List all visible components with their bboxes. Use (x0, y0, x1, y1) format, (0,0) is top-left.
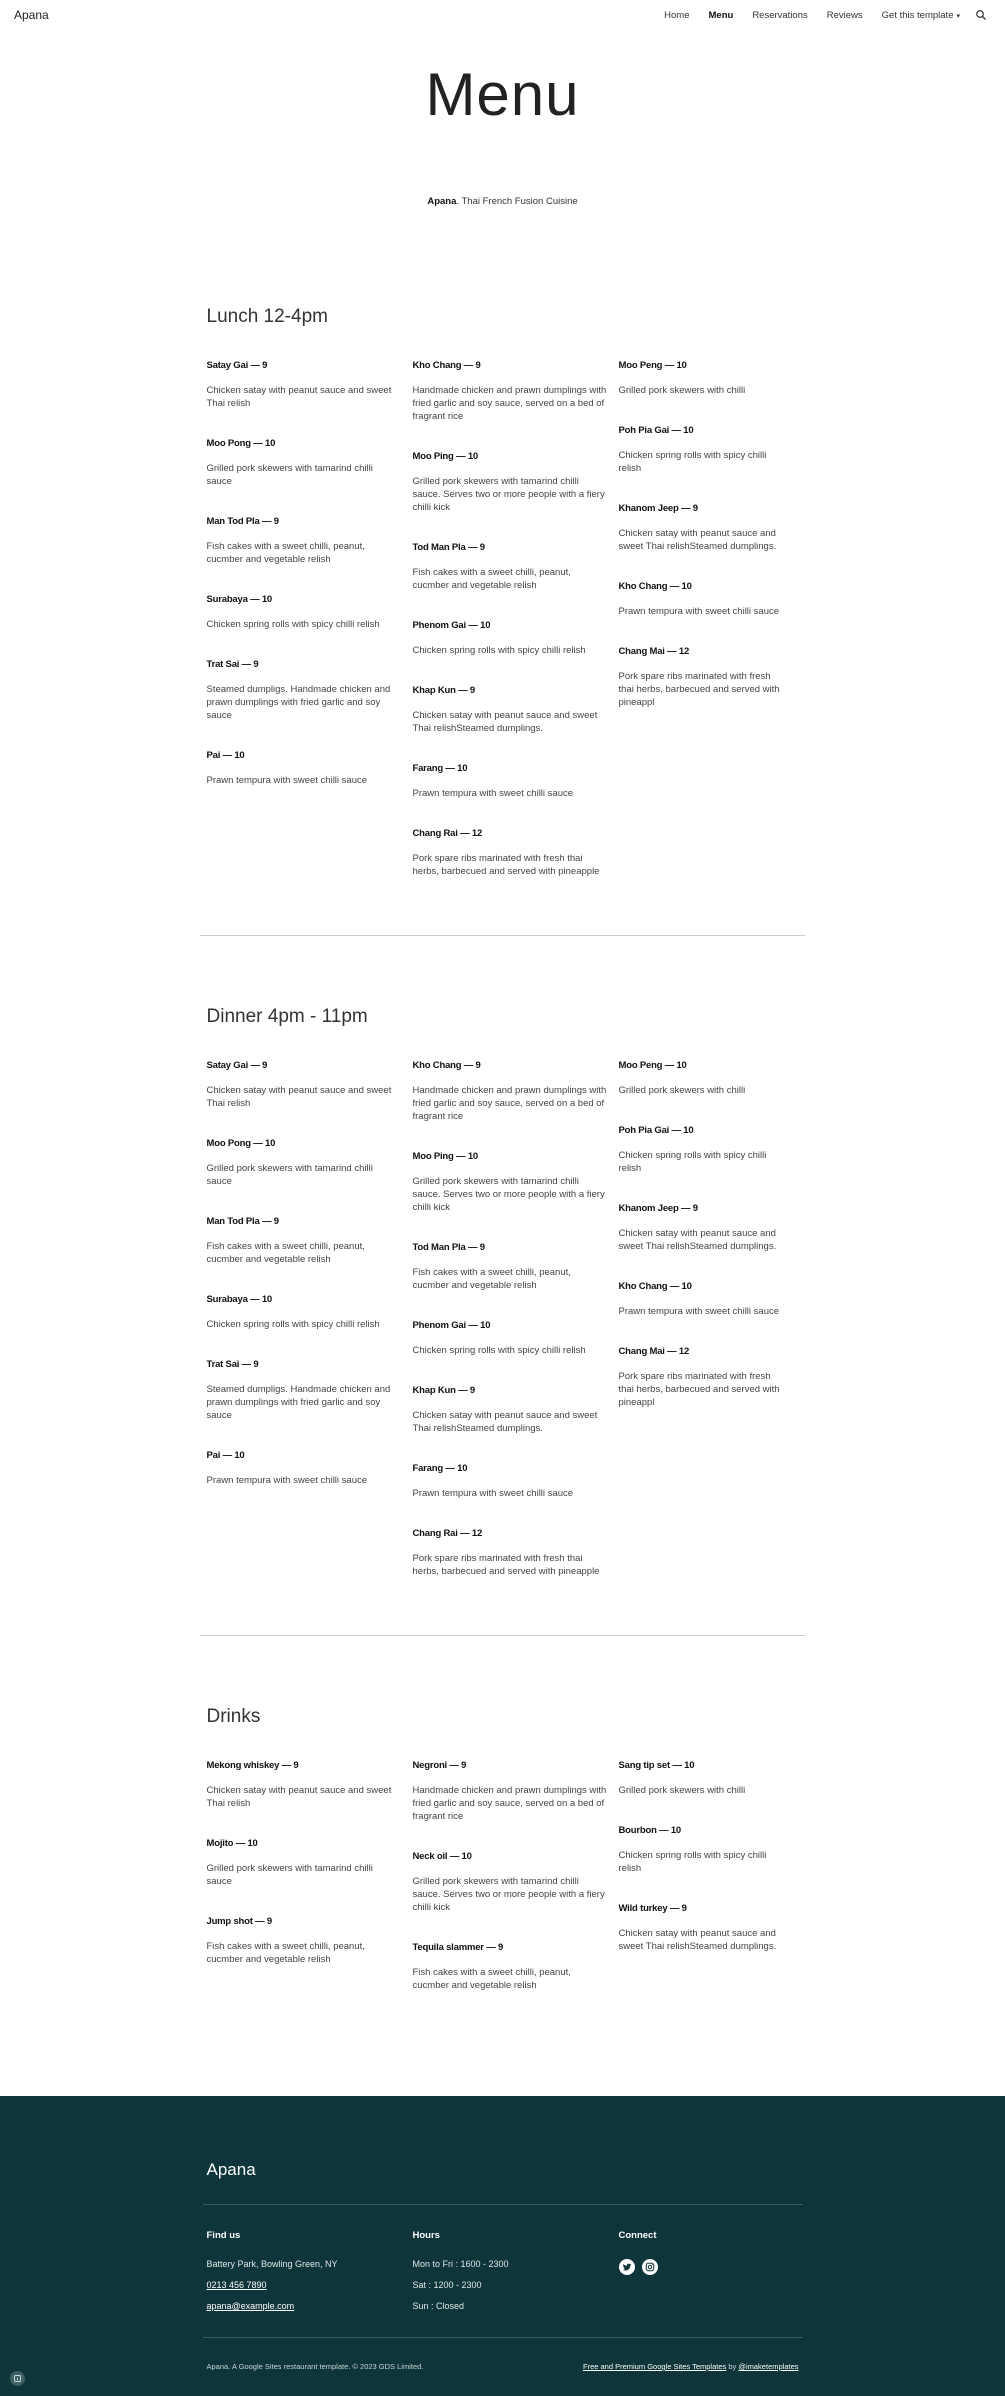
menu-item-description: Steamed dumpligs. Handmade chicken and prawn dumplings with fried garlic and soy sauce (206, 684, 391, 721)
menu-column (207, 1060, 413, 1606)
menu-item-description: Fish cakes with a sweet chilli, peanut, cucmber and vegetable relish (412, 1267, 571, 1291)
menu-item-name: Khanom Jeep — 9 (618, 1203, 698, 1214)
credit-by: by (726, 2362, 739, 2371)
email-link[interactable]: apana@example.com (206, 2301, 295, 2311)
menu-item (413, 828, 619, 878)
menu-item-description: Fish cakes with a sweet chilli, peanut, cucmber and vegetable relish (206, 541, 365, 565)
menu-item-description: Prawn tempura with sweet chilli sauce (206, 1475, 368, 1486)
menu-item-description: Grilled pork skewers with tamarind chilli sauce (206, 463, 373, 487)
menu-item-name: Tequila slammer — 9 (412, 1942, 504, 1953)
menu-item-description: Fish cakes with a sweet chilli, peanut, cucmber and vegetable relish (412, 1967, 571, 1991)
menu-item-description: Chicken satay with peanut sauce and sweet Thai relishSteamed dumplings. (618, 1928, 777, 1952)
menu-item (413, 763, 619, 800)
nav-home[interactable]: Home (664, 9, 690, 21)
menu-item-description: Chicken satay with peanut sauce and sweet Thai relishSteamed dumplings. (412, 1410, 598, 1434)
menu-item-description: Fish cakes with a sweet chilli, peanut, cucmber and vegetable relish (412, 567, 571, 591)
page-title: Menu (425, 61, 580, 128)
menu-item-description: Chicken spring rolls with spicy chilli relish (618, 1850, 767, 1874)
menu-item (207, 360, 413, 410)
menu-item (619, 503, 799, 553)
menu-item-name: Moo Ping — 10 (412, 451, 478, 462)
menu-item-name: Phenom Gai — 10 (412, 620, 491, 631)
menu-item-name: Moo Peng — 10 (618, 360, 687, 371)
menu-item-description: Chicken satay with peanut sauce and sweet Thai relishSteamed dumplings. (618, 1228, 777, 1252)
menu-item (207, 594, 413, 631)
subtitle-brand: Apana (427, 196, 457, 207)
hours-weekday: Mon to Fri : 1600 - 2300 (412, 2259, 509, 2269)
footer-divider (203, 2337, 803, 2338)
menu-item-name: Man Tod Pla — 9 (206, 1216, 279, 1227)
menu-item (413, 360, 619, 423)
menu-item-name: Kho Chang — 9 (412, 360, 481, 371)
menu-item-description: Chicken satay with peanut sauce and sweet Thai relish (206, 1085, 392, 1109)
menu-item-description: Chicken satay with peanut sauce and sweet Thai relish (206, 385, 392, 409)
menu-item (619, 425, 799, 475)
menu-item (619, 581, 799, 618)
menu-item (413, 1320, 619, 1357)
menu-item-name: Trat Sai — 9 (206, 659, 259, 670)
menu-item-name: Pai — 10 (206, 1450, 245, 1461)
menu-item-description: Pork spare ribs marinated with fresh thai herbs, barbecued and served with pineapple (412, 1553, 600, 1577)
connect-column (619, 2230, 665, 2275)
menu-item-description: Grilled pork skewers with tamarind chilli sauce (206, 1863, 373, 1887)
menu-item (619, 1060, 799, 1097)
drinks-section (203, 1706, 803, 1991)
hours-sunday: Sun : Closed (412, 2301, 465, 2311)
menu-item-description: Handmade chicken and prawn dumplings with fried garlic and soy sauce, served on a bed of fragrant rice (412, 1085, 607, 1122)
menu-item-description: Handmade chicken and prawn dumplings with fried garlic and soy sauce, served on a bed of fragrant rice (412, 385, 607, 422)
nav-menu[interactable]: Menu (708, 9, 734, 21)
menu-item-name: Tod Man Pla — 9 (412, 1242, 485, 1253)
credit-handle-link[interactable]: @imaketemplates (738, 2362, 799, 2371)
menu-item-name: Tod Man Pla — 9 (412, 542, 485, 553)
menu-item-description: Chicken satay with peanut sauce and sweet Thai relishSteamed dumplings. (618, 528, 777, 552)
menu-column (207, 360, 413, 906)
menu-item-description: Fish cakes with a sweet chilli, peanut, cucmber and vegetable relish (206, 1941, 365, 1965)
menu-item-description: Grilled pork skewers with tamarind chilli sauce. Serves two or more people with a fiery chilli kick (412, 476, 605, 513)
menu-item-description: Pork spare ribs marinated with fresh thai herbs, barbecued and served with pineappl (618, 671, 780, 708)
menu-item (207, 1294, 413, 1331)
menu-item (413, 1528, 619, 1578)
menu-item-description: Handmade chicken and prawn dumplings with fried garlic and soy sauce, served on a bed of fragrant rice (412, 1785, 607, 1822)
menu-item (413, 1242, 619, 1292)
menu-item-description: Chicken spring rolls with spicy chilli relish (412, 645, 586, 656)
menu-item-description: Grilled pork skewers with chilli (618, 1085, 746, 1096)
hours-title: Hours (412, 2230, 440, 2241)
menu-item (619, 360, 799, 397)
phone-link[interactable]: 0213 456 7890 (206, 2280, 267, 2290)
menu-item-description: Fish cakes with a sweet chilli, peanut, cucmber and vegetable relish (206, 1241, 365, 1265)
menu-item (619, 1203, 799, 1253)
dinner-section (203, 1006, 803, 1635)
menu-item-name: Mekong whiskey — 9 (206, 1760, 299, 1771)
menu-item-description: Chicken spring rolls with spicy chilli relish (206, 1319, 380, 1330)
hours-column (413, 2230, 509, 2322)
credit-text (583, 2362, 799, 2371)
menu-item (207, 1760, 413, 1810)
menu-item-name: Chang Mai — 12 (618, 646, 690, 657)
menu-item-description: Chicken satay with peanut sauce and sweet Thai relishSteamed dumplings. (412, 710, 598, 734)
menu-item (413, 1463, 619, 1500)
main-nav (645, 9, 987, 21)
menu-column (207, 1760, 413, 2020)
menu-item-name: Chang Rai — 12 (412, 828, 483, 839)
menu-item (413, 1760, 619, 1823)
site-brand[interactable]: Apana (14, 8, 49, 22)
nav-reviews[interactable]: Reviews (826, 9, 863, 21)
menu-item-name: Chang Mai — 12 (618, 1346, 690, 1357)
menu-item (619, 1125, 799, 1175)
find-us-title: Find us (206, 2230, 241, 2241)
menu-item (413, 1060, 619, 1123)
menu-item-description: Prawn tempura with sweet chilli sauce (618, 1306, 780, 1317)
menu-item-description: Prawn tempura with sweet chilli sauce (206, 775, 368, 786)
menu-item-name: Farang — 10 (412, 1463, 468, 1474)
nav-get-template-label: Get this template (881, 9, 954, 21)
menu-item (619, 1825, 799, 1875)
menu-item (207, 516, 413, 566)
menu-item (207, 1138, 413, 1188)
menu-item (207, 1216, 413, 1266)
chevron-down-icon: ▾ (956, 12, 960, 20)
menu-item-name: Satay Gai — 9 (206, 1060, 268, 1071)
menu-item (413, 1385, 619, 1435)
menu-item-description: Chicken spring rolls with spicy chilli relish (618, 1150, 767, 1174)
menu-item-name: Khap Kun — 9 (412, 685, 476, 696)
menu-item-name: Neck oil — 10 (412, 1851, 472, 1862)
menu-item-name: Khap Kun — 9 (412, 1385, 476, 1396)
section-title: Lunch 12-4pm (206, 306, 328, 327)
menu-item-name: Chang Rai — 12 (412, 1528, 483, 1539)
menu-column (413, 1060, 619, 1606)
menu-item-name: Moo Pong — 10 (206, 1138, 276, 1149)
menu-item-description: Steamed dumpligs. Handmade chicken and prawn dumplings with fried garlic and soy sauce (206, 1384, 391, 1421)
menu-item-name: Mojito — 10 (206, 1838, 258, 1849)
address-text: Battery Park, Bowling Green, NY (206, 2259, 338, 2269)
menu-item-description: Prawn tempura with sweet chilli sauce (412, 788, 574, 799)
menu-item (619, 1281, 799, 1318)
menu-column (413, 1760, 619, 2020)
menu-item-description: Chicken spring rolls with spicy chilli relish (618, 450, 767, 474)
menu-item-name: Wild turkey — 9 (618, 1903, 687, 1914)
menu-item-description: Grilled pork skewers with chilli (618, 1785, 746, 1796)
connect-title: Connect (618, 2230, 657, 2241)
menu-item (413, 1151, 619, 1214)
menu-item-name: Moo Pong — 10 (206, 438, 276, 449)
menu-item (207, 1060, 413, 1110)
menu-item-name: Negroni — 9 (412, 1760, 467, 1771)
menu-item-name: Poh Pia Gai — 10 (618, 425, 694, 436)
menu-item (619, 1903, 799, 1953)
menu-item-name: Kho Chang — 10 (618, 1281, 692, 1292)
menu-item-name: Jump shot — 9 (206, 1916, 272, 1927)
menu-column (619, 1060, 799, 1606)
menu-item-name: Surabaya — 10 (206, 594, 273, 605)
menu-item-name: Moo Ping — 10 (412, 1151, 478, 1162)
nav-get-template[interactable] (882, 10, 960, 21)
hours-saturday: Sat : 1200 - 2300 (412, 2280, 482, 2290)
menu-item (207, 659, 413, 722)
menu-item (413, 451, 619, 514)
menu-item-name: Kho Chang — 10 (618, 581, 692, 592)
menu-item-description: Chicken spring rolls with spicy chilli relish (412, 1345, 586, 1356)
menu-item-name: Kho Chang — 9 (412, 1060, 481, 1071)
menu-item-name: Sang tip set — 10 (618, 1760, 695, 1771)
menu-item (413, 620, 619, 657)
lunch-section (203, 306, 803, 935)
section-title: Dinner 4pm - 11pm (206, 1006, 368, 1027)
menu-item (207, 1450, 413, 1487)
menu-item-name: Poh Pia Gai — 10 (618, 1125, 694, 1136)
menu-item-description: Pork spare ribs marinated with fresh thai herbs, barbecued and served with pineappl (618, 1371, 780, 1408)
menu-item-name: Moo Peng — 10 (618, 1060, 687, 1071)
menu-item (413, 542, 619, 592)
menu-item (413, 1942, 619, 1992)
section-title: Drinks (206, 1706, 261, 1727)
menu-item (619, 1760, 799, 1797)
menu-item-description: Pork spare ribs marinated with fresh thai herbs, barbecued and served with pineapple (412, 853, 600, 877)
menu-item-description: Chicken spring rolls with spicy chilli relish (206, 619, 380, 630)
menu-item-name: Bourbon — 10 (618, 1825, 682, 1836)
menu-item (207, 750, 413, 787)
menu-item-description: Chicken satay with peanut sauce and sweet Thai relish (206, 1785, 392, 1809)
menu-item (207, 1838, 413, 1888)
menu-item-name: Phenom Gai — 10 (412, 1320, 491, 1331)
menu-item-name: Khanom Jeep — 9 (618, 503, 698, 514)
footer-divider (203, 2204, 803, 2205)
menu-item-description: Prawn tempura with sweet chilli sauce (412, 1488, 574, 1499)
site-info-button[interactable] (10, 2371, 25, 2386)
menu-column (619, 360, 799, 906)
menu-item (207, 438, 413, 488)
menu-item-description: Grilled pork skewers with tamarind chilli sauce. Serves two or more people with a fiery chilli kick (412, 1176, 605, 1213)
menu-item (413, 685, 619, 735)
top-bar (0, 0, 1005, 30)
menu-item-name: Pai — 10 (206, 750, 245, 761)
subtitle-text: . Thai French Fusion Cuisine (456, 196, 578, 207)
menu-column (413, 360, 619, 906)
search-icon[interactable] (975, 9, 987, 21)
menu-item-description: Grilled pork skewers with tamarind chilli sauce. Serves two or more people with a fiery chilli kick (412, 1876, 605, 1913)
menu-item (619, 646, 799, 709)
nav-reservations[interactable]: Reservations (752, 9, 808, 21)
menu-item-name: Trat Sai — 9 (206, 1359, 259, 1370)
find-us-column (207, 2230, 338, 2322)
credit-link[interactable]: Free and Premium Google Sites Templates (583, 2362, 727, 2371)
menu-item-description: Grilled pork skewers with chilli (618, 385, 746, 396)
menu-item (619, 1346, 799, 1409)
menu-item-description: Grilled pork skewers with tamarind chilli sauce (206, 1163, 373, 1187)
twitter-icon[interactable] (619, 2259, 635, 2275)
menu-item-name: Farang — 10 (412, 763, 468, 774)
menu-column (619, 1760, 799, 2020)
footer-brand: Apana (206, 2160, 256, 2179)
site-footer (0, 2096, 1005, 2396)
menu-item-name: Surabaya — 10 (206, 1294, 273, 1305)
page-subtitle (0, 180, 1005, 236)
info-icon (13, 2374, 22, 2383)
menu-item (413, 1851, 619, 1914)
instagram-icon[interactable] (642, 2259, 658, 2275)
menu-item (207, 1916, 413, 1966)
menu-item-name: Satay Gai — 9 (206, 360, 268, 371)
menu-item (207, 1359, 413, 1422)
menu-item-description: Prawn tempura with sweet chilli sauce (618, 606, 780, 617)
copyright-text: Apana. A Google Sites restaurant template. © 2023 GDS Limited. (206, 2362, 424, 2371)
menu-item-name: Man Tod Pla — 9 (206, 516, 279, 527)
